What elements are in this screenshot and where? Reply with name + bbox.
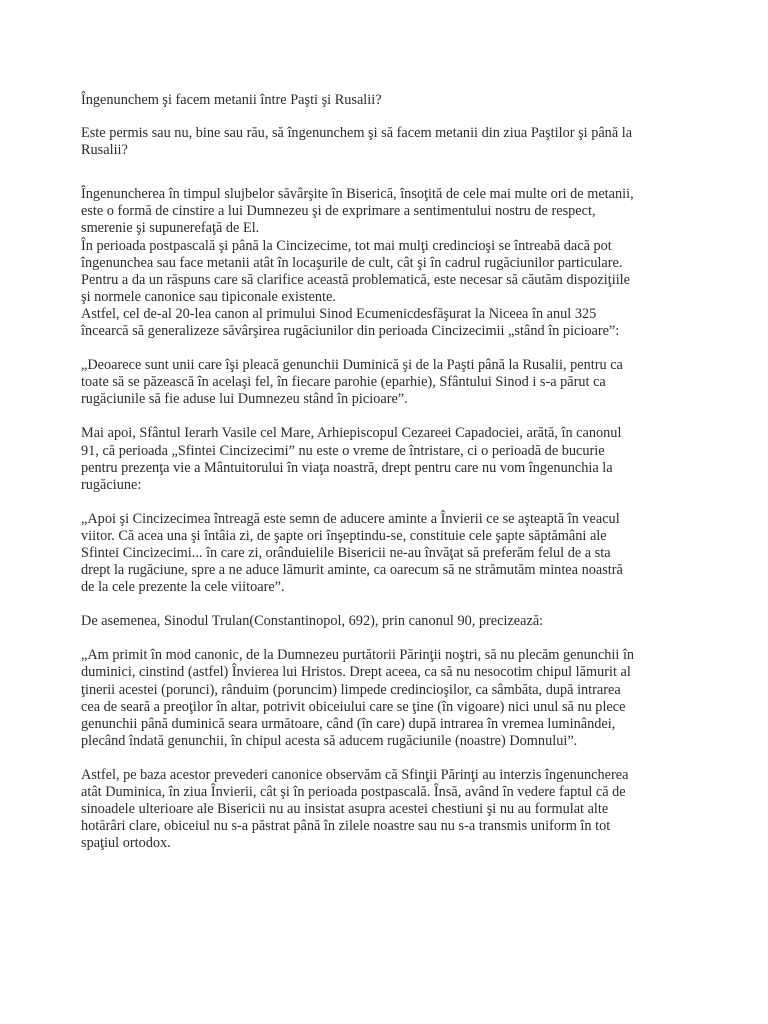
paragraph-quote-trulan: „Am primit în mod canonic, de la Dumnezeu purtătorii Părinţii noştri, să nu plecăm genunchii în duminici, cinstind (astfel) Învierea lui Hristos. Drept aceea, ca să nu nesocotim chipul lămurit al ţinerii acestei (porunci), rânduim (poruncim) limpede credincioşilor, ca sâmbăta, după intrarea cea de seară a preoţilor în altar, potrivit obiceiului care se ţine (în vigoare) nici unul să nu plece genunchii până duminică seara următoare, când (în care) după intrarea în vremea luminândei, plecând îndată genunchii, în chipul acesta să aducem rugăciunile (noastre) Domnului”. (81, 647, 635, 749)
paragraph-intro: Îngenuncherea în timpul slujbelor săvârşite în Biserică, însoţită de cele mai multe ori de metanii, este o formă de cinstire a lui Dumnezeu şi de exprimare a sentimentului nostru de respect, smerenie şi supunerefaţă de El. În perioada postpascală şi până la Cincizecime, tot mai mulţi credincioşi se întreabă dacă pot îngenunchea sau face metanii atât în locaşurile de cult, cât şi în cadrul rugăciunilor particulare. Pentru a da un răspuns care să clarifice această problematică, este necesar să căutăm dispoziţiile şi normele canonice sau tipiconale existente. Astfel, cel de-al 20-lea canon al primului Sinod Ecumenicdesfăşurat la Niceea în anul 325 încearcă să generalizeze săvârşirea rugăciunilor din perioada Cincizecimii „stând în picioare”: (81, 186, 634, 340)
paragraph-trulan: De asemenea, Sinodul Trulan(Constantinopol, 692), prin canonul 90, precizează: (81, 613, 544, 630)
paragraph-conclusion: Astfel, pe baza acestor prevederi canonice observăm că Sfinţii Părinţi au interzis îngenuncherea atât Duminica, în ziua Învierii, cât şi în perioada postpascală. Însă, având în vedere faptul că de sinoadele ulterioare ale Bisericii nu au insistat asupra acestei chestiuni şi nu au formulat alte hotărâri clare, obiceiul nu s-a păstrat până în zilele noastre sau nu s-a transmis uniform în tot spaţiul ortodox. (81, 766, 629, 852)
paragraph-vasile: Mai apoi, Sfântul Ierarh Vasile cel Mare, Arhiepiscopul Cezareei Capadociei, arătă, în canonul 91, că perioada „Sfintei Cincizecimi” nu este o vreme de întristare, ci o perioadă de bucurie pentru prezenţa vie a Mântuitorului în viaţa noastră, drept pentru care nu vom îngenunchia la rugăciune: (81, 425, 622, 493)
paragraph-quote-vasile: „Apoi şi Cincizecimea întreagă este semn de aducere aminte a Învierii ce se aşteaptă în veacul viitor. Că acea una şi întâia zi, de şapte ori înşeptindu-se, constituie cele şapte săptămâni ale Sfintei Cincizecimi... în care zi, orânduielile Bisericii ne-au învăţat să preferăm felul de a sta drept la rugăciune, spre a ne aduce lămurit aminte, ca oarecum să ne strămutăm mintea noastră de la cele prezente la cele viitoare”. (81, 510, 623, 596)
document-title: Îngenunchem şi facem metanii între Paşti şi Rusalii? (81, 92, 382, 108)
paragraph-quote-nicaea: „Deoarece sunt unii care îşi pleacă genunchii Duminică şi de la Paşti până la Rusalii, pentru ca toate să se păzească în acelaşi fel, în fiecare parohie (eparhie), Sfântului Sinod i s-a părut ca rugăciunile să fie aduse lui Dumnezeu stând în picioare”. (81, 357, 623, 408)
document-question: Este permis sau nu, bine sau rău, să îngenunchem şi să facem metanii din ziua Paştilor şi până la Rusalii? (81, 125, 633, 159)
document-page (81, 92, 681, 869)
